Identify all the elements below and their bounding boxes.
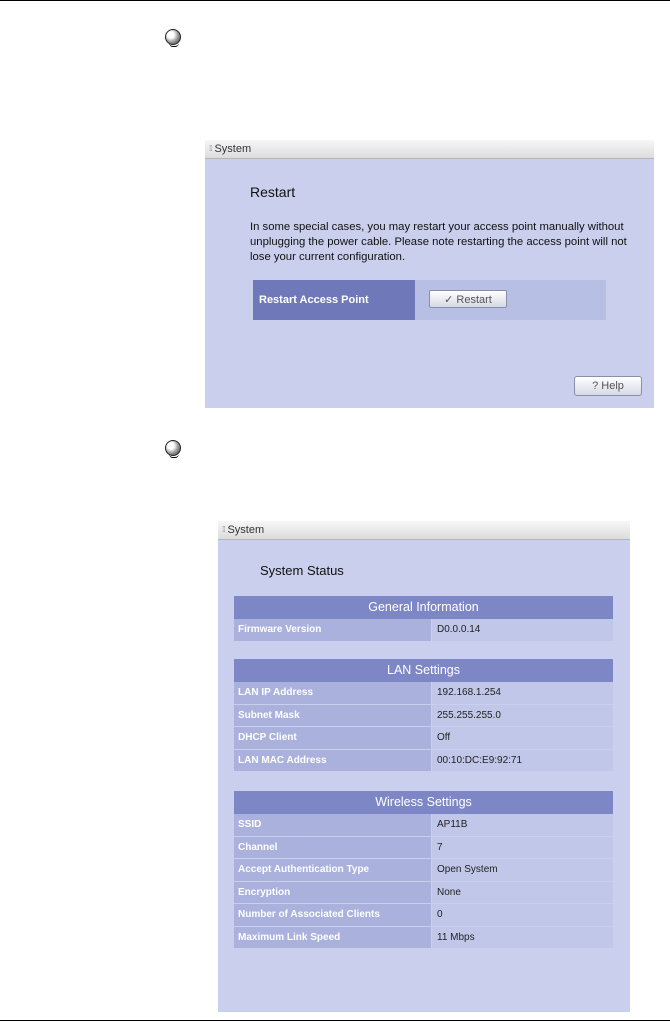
row-value: 00:10:DC:E9:92:71 [431,750,613,772]
table-row [234,682,613,705]
row-value: 0 [431,904,613,926]
row-label: Maximum Link Speed [234,927,431,949]
page-heading: Restart [250,184,296,200]
row-label: LAN IP Address [234,682,431,704]
row-value: 11 Mbps [431,927,613,949]
row-label: Subnet Mask [234,705,431,727]
row-value: AP11B [431,814,613,836]
bullet-icon [165,29,181,45]
panel-titlebar [218,521,630,540]
panel-title: System [227,524,265,536]
table-row [234,814,613,837]
panel-titlebar [205,140,654,159]
wireless-settings-section [234,791,613,949]
table-row [234,727,613,750]
row-value: Open System [431,859,613,881]
section-header: General Information [234,596,613,619]
panel-title: System [214,143,252,155]
row-value: Off [431,727,613,749]
row-label: SSID [234,814,431,836]
lan-settings-section [234,659,613,772]
restart-panel [205,140,654,408]
general-information-section [234,596,613,642]
row-label: Channel [234,837,431,859]
row-value: 192.168.1.254 [431,682,613,704]
system-status-panel [218,521,630,1012]
help-button[interactable]: ? Help [574,376,642,396]
row-value: 7 [431,837,613,859]
table-row [234,927,613,950]
row-label: Accept Authentication Type [234,859,431,881]
bottom-rule [0,1020,670,1021]
table-row [234,750,613,773]
table-row [234,837,613,860]
row-label: Number of Associated Clients [234,904,431,926]
row-label: Firmware Version [234,619,431,641]
section-header: LAN Settings [234,659,613,682]
top-rule [0,0,670,1]
table-row [234,904,613,927]
table-row [234,705,613,728]
row-value: D0.0.0.14 [431,619,613,641]
restart-row [253,280,606,320]
row-label: LAN MAC Address [234,750,431,772]
table-row [234,859,613,882]
table-row [234,882,613,905]
grip-icon: ⁞⁞ [222,525,225,534]
row-label: DHCP Client [234,727,431,749]
restart-button[interactable]: ✓ Restart [429,290,507,308]
row-value: 255.255.255.0 [431,705,613,727]
section-header: Wireless Settings [234,791,613,814]
bullet-icon [165,440,181,456]
restart-row-label: Restart Access Point [253,280,415,320]
restart-description: In some special cases, you may restart your access point manually without unplugging the power cable. Please note restarting the access point will not lose your current configuration. [250,221,627,263]
row-value: None [431,882,613,904]
status-title: System Status [260,563,344,578]
row-label: Encryption [234,882,431,904]
grip-icon: ⁞⁞ [209,144,212,153]
table-row [234,619,613,642]
